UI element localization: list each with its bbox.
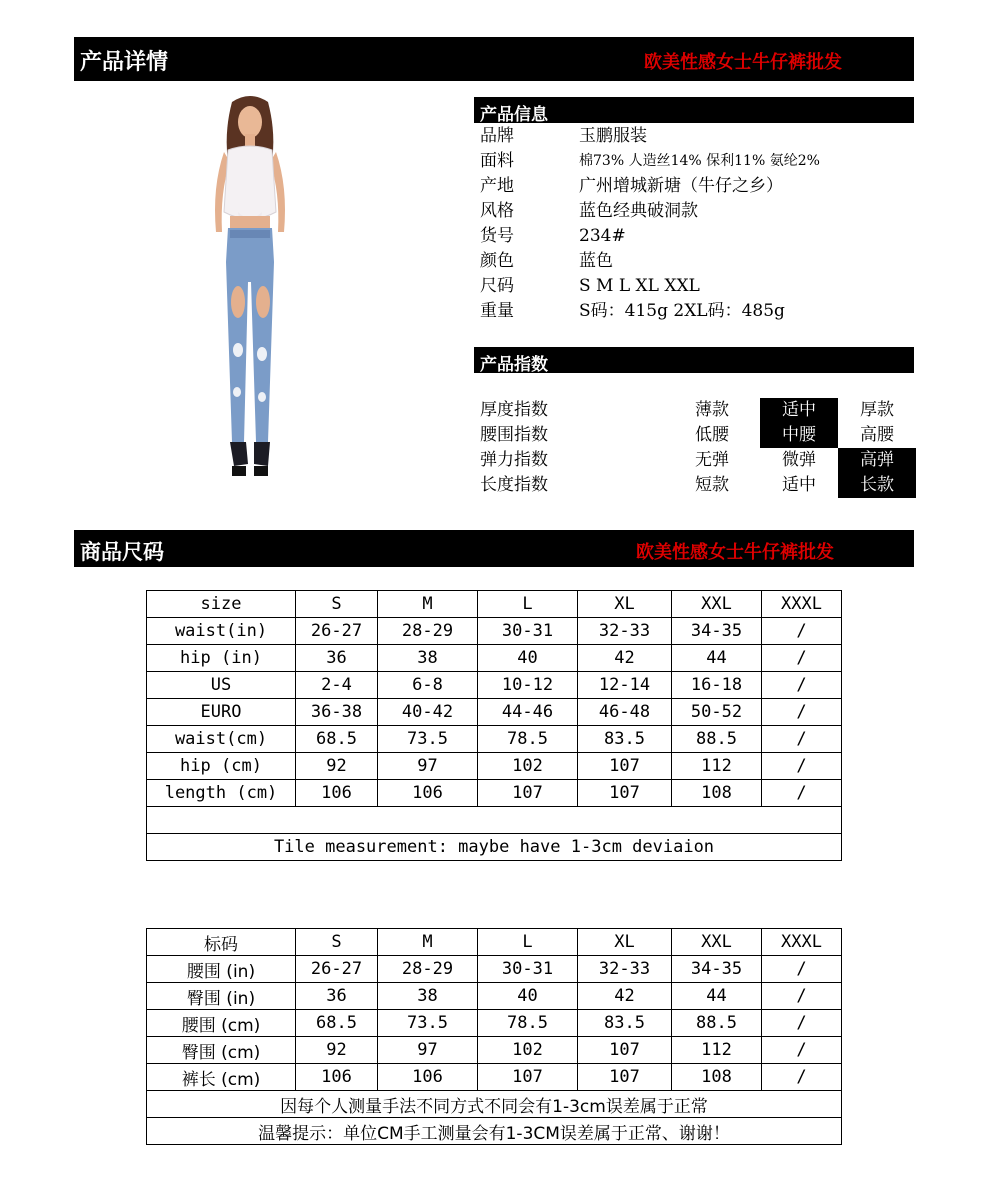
table-cell: hip (cm) (147, 753, 296, 780)
table-cell: 68.5 (296, 1010, 378, 1037)
index-label: 腰围指数 (480, 425, 548, 445)
table-cell: 107 (478, 780, 578, 807)
table-row (147, 1037, 842, 1064)
header-cell: M (378, 929, 478, 956)
table-cell: 73.5 (378, 726, 478, 753)
index-row-waist (480, 423, 914, 448)
product-index-header (474, 347, 914, 373)
table-row (147, 726, 842, 753)
info-value: 蓝色 (579, 251, 613, 271)
table-row (147, 618, 842, 645)
info-value: 蓝色经典破洞款 (579, 201, 698, 221)
header-cell: XXXL (762, 929, 842, 956)
measurement-note-cn: 因每个人测量手法不同方式不同会有1-3cm误差属于正常 (147, 1091, 842, 1118)
table-cell: 92 (296, 1037, 378, 1064)
product-index-title: 产品指数 (480, 355, 548, 375)
table-cell: / (762, 780, 842, 807)
table-cell: 40 (478, 645, 578, 672)
index-row-stretch (480, 448, 914, 473)
table-cell: waist(cm) (147, 726, 296, 753)
header-cell: size (147, 591, 296, 618)
table-cell: / (762, 672, 842, 699)
index-option: 适中 (782, 475, 816, 495)
table-cell: 36 (296, 645, 378, 672)
index-row-length (480, 473, 914, 498)
table-cell: EURO (147, 699, 296, 726)
header-cell: L (478, 929, 578, 956)
index-option: 低腰 (695, 425, 729, 445)
size-table-en (146, 590, 842, 861)
table-cell: 44 (672, 983, 762, 1010)
table-cell: 腰围 (cm) (147, 1010, 296, 1037)
table-cell: / (762, 645, 842, 672)
table-cell: / (762, 699, 842, 726)
index-label: 厚度指数 (480, 400, 548, 420)
table-cell: 46-48 (578, 699, 672, 726)
table-cell: 92 (296, 753, 378, 780)
table-row (147, 780, 842, 807)
table-row (147, 753, 842, 780)
table-row (147, 672, 842, 699)
index-row-thickness (480, 398, 914, 423)
info-value: 广州增城新塘（牛仔之乡） (579, 176, 783, 196)
table-cell: 107 (578, 780, 672, 807)
info-label: 颜色 (480, 251, 514, 271)
table-cell: 73.5 (378, 1010, 478, 1037)
table-cell: 38 (378, 645, 478, 672)
index-option: 适中 (760, 398, 838, 423)
info-label: 面料 (480, 151, 514, 171)
info-label: 货号 (480, 226, 514, 246)
table-cell: 30-31 (478, 956, 578, 983)
table-header-row (147, 929, 842, 956)
table-cell: 107 (578, 753, 672, 780)
table-cell: 107 (578, 1037, 672, 1064)
table-cell: 40 (478, 983, 578, 1010)
table-cell: / (762, 726, 842, 753)
table-cell: / (762, 753, 842, 780)
table-cell: 108 (672, 1064, 762, 1091)
info-label: 重量 (480, 301, 514, 321)
table-cell: 88.5 (672, 726, 762, 753)
table-row (147, 956, 842, 983)
table-cell: 臀围 (cm) (147, 1037, 296, 1064)
table-cell: / (762, 1010, 842, 1037)
size-chart-title: 商品尺码 (80, 540, 164, 564)
index-option: 中腰 (760, 423, 838, 448)
table-cell: 106 (296, 780, 378, 807)
table-cell: 78.5 (478, 726, 578, 753)
header-cell: XXL (672, 591, 762, 618)
header-cell: XXXL (762, 591, 842, 618)
index-option: 微弹 (782, 450, 816, 470)
table-cell: 臀围 (in) (147, 983, 296, 1010)
table-cell: / (762, 1064, 842, 1091)
table-cell: 26-27 (296, 618, 378, 645)
table-cell: 10-12 (478, 672, 578, 699)
note-row (147, 1118, 842, 1145)
table-cell: 6-8 (378, 672, 478, 699)
table-cell: 32-33 (578, 956, 672, 983)
table-cell: 106 (296, 1064, 378, 1091)
table-cell: 28-29 (378, 618, 478, 645)
info-label: 产地 (480, 176, 514, 196)
measurement-note: Tile measurement: maybe have 1-3cm deviaion (147, 834, 842, 861)
table-cell: / (762, 983, 842, 1010)
info-label: 风格 (480, 201, 514, 221)
table-cell: 78.5 (478, 1010, 578, 1037)
info-value: S M L XL XXL (579, 276, 700, 296)
size-chart-header (74, 530, 914, 567)
table-cell: 106 (378, 1064, 478, 1091)
product-details-header (74, 37, 914, 81)
table-cell: hip (in) (147, 645, 296, 672)
table-cell: waist(in) (147, 618, 296, 645)
table-cell: 28-29 (378, 956, 478, 983)
table-row (147, 1064, 842, 1091)
header-cell: S (296, 929, 378, 956)
table-cell: 107 (578, 1064, 672, 1091)
table-cell: 40-42 (378, 699, 478, 726)
info-value: 玉鹏服装 (579, 126, 647, 146)
info-value: S码：415g 2XL码：485g (579, 301, 785, 321)
table-cell: / (762, 1037, 842, 1064)
index-option: 高腰 (860, 425, 894, 445)
header-cell: L (478, 591, 578, 618)
size-chart-tag: 欧美性感女士牛仔裤批发 (636, 542, 834, 563)
table-cell: 2-4 (296, 672, 378, 699)
table-cell: 106 (378, 780, 478, 807)
table-cell: 108 (672, 780, 762, 807)
table-cell: 44-46 (478, 699, 578, 726)
table-cell: 16-18 (672, 672, 762, 699)
table-row (147, 983, 842, 1010)
table-cell: 88.5 (672, 1010, 762, 1037)
table-cell: 36-38 (296, 699, 378, 726)
info-label: 尺码 (480, 276, 514, 296)
table-cell: 97 (378, 753, 478, 780)
model-photo (190, 92, 310, 492)
header-cell: XL (578, 929, 672, 956)
product-info-header (474, 97, 914, 123)
table-cell: 36 (296, 983, 378, 1010)
table-cell: / (762, 618, 842, 645)
header-cell: M (378, 591, 478, 618)
table-cell: 38 (378, 983, 478, 1010)
index-option: 薄款 (695, 400, 729, 420)
index-label: 弹力指数 (480, 450, 548, 470)
table-header-row (147, 591, 842, 618)
friendly-reminder: 温馨提示：单位CM手工测量会有1-3CM误差属于正常、谢谢！ (147, 1118, 842, 1145)
table-row (147, 645, 842, 672)
table-cell: 34-35 (672, 956, 762, 983)
table-cell: 42 (578, 983, 672, 1010)
index-option: 长款 (838, 473, 916, 498)
index-label: 长度指数 (480, 475, 548, 495)
table-cell: 32-33 (578, 618, 672, 645)
header-cell: 标码 (147, 929, 296, 956)
table-cell: 102 (478, 1037, 578, 1064)
info-value: 棉73% 人造丝14% 保利11% 氨纶2% (579, 153, 820, 169)
header-cell: XL (578, 591, 672, 618)
table-cell: 26-27 (296, 956, 378, 983)
table-cell: 50-52 (672, 699, 762, 726)
table-cell: / (762, 956, 842, 983)
table-cell: 112 (672, 753, 762, 780)
product-details-title: 产品详情 (80, 50, 169, 75)
product-details-tag: 欧美性感女士牛仔裤批发 (644, 52, 842, 73)
table-cell: 44 (672, 645, 762, 672)
table-cell: 腰围 (in) (147, 956, 296, 983)
table-cell: 34-35 (672, 618, 762, 645)
table-cell: 83.5 (578, 726, 672, 753)
info-value: 234# (579, 226, 626, 246)
index-option: 高弹 (838, 448, 916, 473)
table-cell: 102 (478, 753, 578, 780)
table-cell: 97 (378, 1037, 478, 1064)
header-cell: XXL (672, 929, 762, 956)
table-cell: 107 (478, 1064, 578, 1091)
blank-cell (147, 807, 842, 834)
table-cell: 112 (672, 1037, 762, 1064)
table-cell: 68.5 (296, 726, 378, 753)
product-info-title: 产品信息 (480, 105, 548, 125)
table-cell: 42 (578, 645, 672, 672)
table-cell: 83.5 (578, 1010, 672, 1037)
size-table-cn (146, 928, 842, 1145)
table-cell: 裤长 (cm) (147, 1064, 296, 1091)
index-option: 无弹 (695, 450, 729, 470)
note-row (147, 834, 842, 861)
header-cell: S (296, 591, 378, 618)
table-cell: 12-14 (578, 672, 672, 699)
blank-row (147, 807, 842, 834)
index-option: 短款 (695, 475, 729, 495)
table-row (147, 1010, 842, 1037)
note-row (147, 1091, 842, 1118)
table-cell: 30-31 (478, 618, 578, 645)
info-label: 品牌 (480, 126, 514, 146)
table-row (147, 699, 842, 726)
index-option: 厚款 (860, 400, 894, 420)
table-cell: US (147, 672, 296, 699)
table-cell: length (cm) (147, 780, 296, 807)
